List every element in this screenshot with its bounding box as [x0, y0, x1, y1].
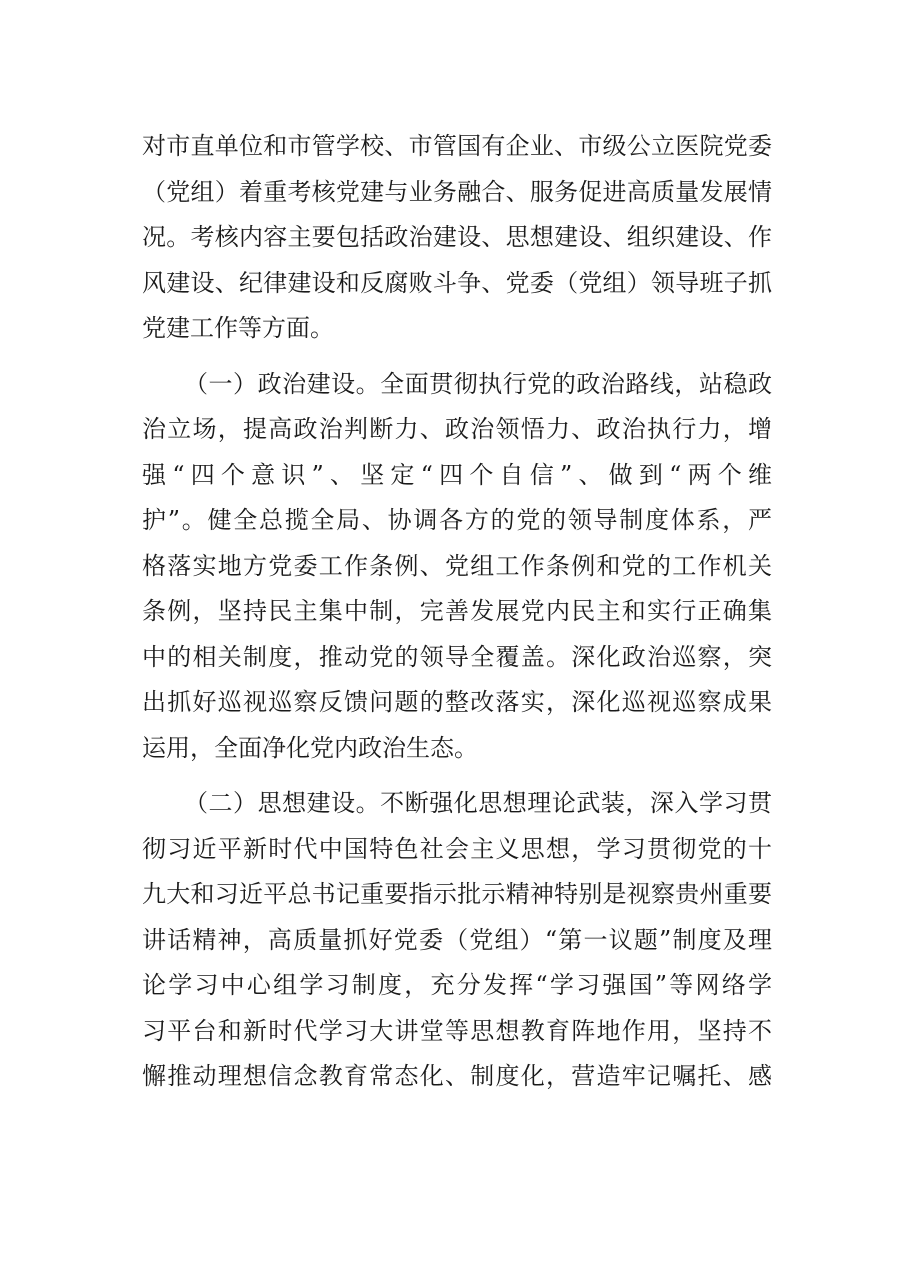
text-line: （二）思想建设。不断强化思想理论武装，深入学习贯: [184, 789, 772, 817]
text-line: 出抓好巡视巡察反馈问题的整改落实，深化巡视巡察成果: [142, 688, 772, 716]
text-line: 论学习中心组学习制度，充分发挥“学习强国”等网络学: [142, 971, 772, 999]
text-line: 对市直单位和市管学校、市管国有企业、市级公立医院党委: [142, 132, 772, 160]
text-line: 党建工作等方面。: [142, 314, 334, 342]
text-line: 讲话精神，高质量抓好党委（党组）“第一议题”制度及理: [142, 925, 772, 954]
paragraph-intro: [142, 124, 772, 352]
text-line: 条例，坚持民主集中制，完善发展党内民主和实行正确集: [142, 597, 772, 625]
text-line: 护”。健全总揽全局、协调各方的党的领导制度体系，严: [142, 506, 772, 534]
text-line: 中的相关制度，推动党的领导全覆盖。深化政治巡察，突: [142, 642, 772, 671]
text-line: 强“四个意识”、坚定“四个自信”、做到“两个维: [142, 460, 772, 489]
text-line: 况。考核内容主要包括政治建设、思想建设、组织建设、作: [142, 223, 772, 251]
text-line: （党组）着重考核党建与业务融合、服务促进高质量发展情: [142, 177, 772, 206]
text-line: 九大和习近平总书记重要指示批示精神特别是视察贵州重要: [142, 880, 772, 908]
paragraph-gap: [142, 771, 772, 781]
paragraph-gap: [142, 352, 772, 362]
text-line: 习平台和新时代学习大讲堂等思想教育阵地作用，坚持不: [142, 1016, 772, 1045]
paragraph-ideological-building: [142, 781, 772, 1100]
text-line: 格落实地方党委工作条例、党组工作条例和党的工作机关: [142, 551, 772, 580]
text-line: 运用，全面净化党内政治生态。: [142, 733, 478, 762]
paragraph-political-building: [142, 362, 772, 772]
text-line: 风建设、纪律建设和反腐败斗争、党委（党组）领导班子抓: [142, 268, 772, 297]
text-line: （一）政治建设。全面贯彻执行党的政治路线，站稳政: [184, 369, 772, 398]
document-body: [142, 124, 772, 1100]
text-line: 懈推动理想信念教育常态化、制度化，营造牢记嘱托、感: [142, 1062, 772, 1090]
text-line: 彻习近平新时代中国特色社会主义思想，学习贯彻党的十: [142, 834, 772, 863]
text-line: 治立场，提高政治判断力、政治领悟力、政治执行力，增: [142, 415, 772, 443]
